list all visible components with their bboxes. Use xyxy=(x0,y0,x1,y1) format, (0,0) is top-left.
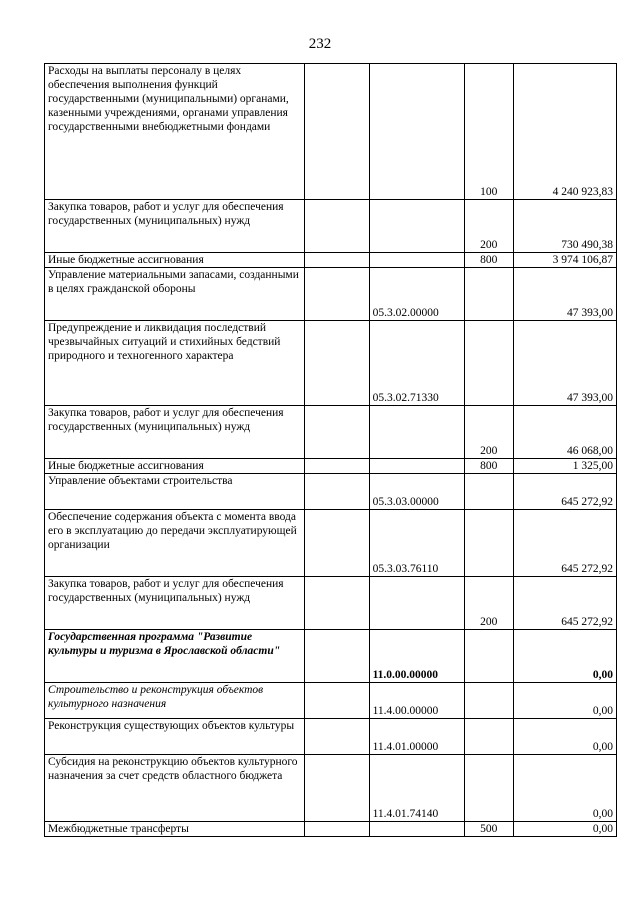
row-name: Строительство и реконструкция объектов культурного назначения xyxy=(45,683,305,719)
row-name: Иные бюджетные ассигнования xyxy=(45,253,305,268)
budget-table xyxy=(44,63,617,837)
row-code: 05.3.03.00000 xyxy=(369,474,464,510)
row-name: Расходы на выплаты персоналу в целях обеспечения выполнения функций государственными (муниципальными) органами, казенными учреждениями, органами управления государственными внебюджетными фондами xyxy=(45,64,305,200)
empty-cell xyxy=(305,474,369,510)
row-code: 05.3.03.76110 xyxy=(369,510,464,577)
row-expense-type: 200 xyxy=(464,406,513,459)
row-amount: 0,00 xyxy=(513,683,616,719)
table-row xyxy=(45,64,617,200)
row-code xyxy=(369,459,464,474)
table-row xyxy=(45,200,617,253)
row-expense-type: 800 xyxy=(464,253,513,268)
row-name: Предупреждение и ликвидация последствий чрезвычайных ситуаций и стихийных бедствий природного и техногенного характера xyxy=(45,321,305,406)
row-code: 05.3.02.71330 xyxy=(369,321,464,406)
row-code: 11.4.00.00000 xyxy=(369,683,464,719)
row-code xyxy=(369,406,464,459)
table-row xyxy=(45,459,617,474)
table-row xyxy=(45,474,617,510)
row-expense-type xyxy=(464,683,513,719)
row-name: Закупка товаров, работ и услуг для обеспечения государственных (муниципальных) нужд xyxy=(45,577,305,630)
row-expense-type xyxy=(464,321,513,406)
empty-cell xyxy=(305,822,369,837)
row-name: Межбюджетные трансферты xyxy=(45,822,305,837)
row-expense-type xyxy=(464,755,513,822)
row-amount: 645 272,92 xyxy=(513,577,616,630)
row-code xyxy=(369,64,464,200)
row-name: Иные бюджетные ассигнования xyxy=(45,459,305,474)
row-expense-type: 500 xyxy=(464,822,513,837)
table-row xyxy=(45,755,617,822)
row-expense-type xyxy=(464,268,513,321)
row-expense-type xyxy=(464,474,513,510)
row-amount: 4 240 923,83 xyxy=(513,64,616,200)
row-name: Управление материальными запасами, созданными в целях гражданской обороны xyxy=(45,268,305,321)
table-row xyxy=(45,321,617,406)
row-name: Закупка товаров, работ и услуг для обеспечения государственных (муниципальных) нужд xyxy=(45,406,305,459)
empty-cell xyxy=(305,64,369,200)
row-amount: 47 393,00 xyxy=(513,268,616,321)
row-code xyxy=(369,822,464,837)
empty-cell xyxy=(305,755,369,822)
empty-cell xyxy=(305,630,369,683)
table-row xyxy=(45,577,617,630)
table-row xyxy=(45,268,617,321)
row-name: Управление объектами строительства xyxy=(45,474,305,510)
table-row xyxy=(45,719,617,755)
empty-cell xyxy=(305,406,369,459)
empty-cell xyxy=(305,719,369,755)
page-number: 232 xyxy=(308,36,332,52)
row-code: 11.0.00.00000 xyxy=(369,630,464,683)
table-row xyxy=(45,253,617,268)
row-code: 11.4.01.74140 xyxy=(369,755,464,822)
row-expense-type: 100 xyxy=(464,64,513,200)
row-amount: 47 393,00 xyxy=(513,321,616,406)
row-amount: 730 490,38 xyxy=(513,200,616,253)
empty-cell xyxy=(305,200,369,253)
row-code xyxy=(369,200,464,253)
row-amount: 0,00 xyxy=(513,822,616,837)
empty-cell xyxy=(305,253,369,268)
row-amount: 0,00 xyxy=(513,719,616,755)
row-expense-type xyxy=(464,510,513,577)
row-amount: 645 272,92 xyxy=(513,474,616,510)
row-amount: 645 272,92 xyxy=(513,510,616,577)
table-row xyxy=(45,630,617,683)
empty-cell xyxy=(305,268,369,321)
row-expense-type: 200 xyxy=(464,577,513,630)
row-amount: 1 325,00 xyxy=(513,459,616,474)
table-row xyxy=(45,683,617,719)
table-row xyxy=(45,822,617,837)
row-code xyxy=(369,577,464,630)
row-name: Закупка товаров, работ и услуг для обеспечения государственных (муниципальных) нужд xyxy=(45,200,305,253)
row-name: Реконструкция существующих объектов культуры xyxy=(45,719,305,755)
row-code: 11.4.01.00000 xyxy=(369,719,464,755)
row-amount: 0,00 xyxy=(513,755,616,822)
empty-cell xyxy=(305,577,369,630)
empty-cell xyxy=(305,510,369,577)
table-row xyxy=(45,510,617,577)
row-amount: 46 068,00 xyxy=(513,406,616,459)
row-name: Обеспечение содержания объекта с момента ввода его в эксплуатацию до передачи эксплуатирующей организации xyxy=(45,510,305,577)
empty-cell xyxy=(305,321,369,406)
row-code: 05.3.02.00000 xyxy=(369,268,464,321)
row-name: Государственная программа "Развитие культуры и туризма в Ярославской области" xyxy=(45,630,305,683)
row-expense-type: 200 xyxy=(464,200,513,253)
row-expense-type xyxy=(464,719,513,755)
row-name: Субсидия на реконструкцию объектов культурного назначения за счет средств областного бюджета xyxy=(45,755,305,822)
row-code xyxy=(369,253,464,268)
row-expense-type xyxy=(464,630,513,683)
table-row xyxy=(45,406,617,459)
empty-cell xyxy=(305,683,369,719)
empty-cell xyxy=(305,459,369,474)
row-amount: 3 974 106,87 xyxy=(513,253,616,268)
row-expense-type: 800 xyxy=(464,459,513,474)
row-amount: 0,00 xyxy=(513,630,616,683)
